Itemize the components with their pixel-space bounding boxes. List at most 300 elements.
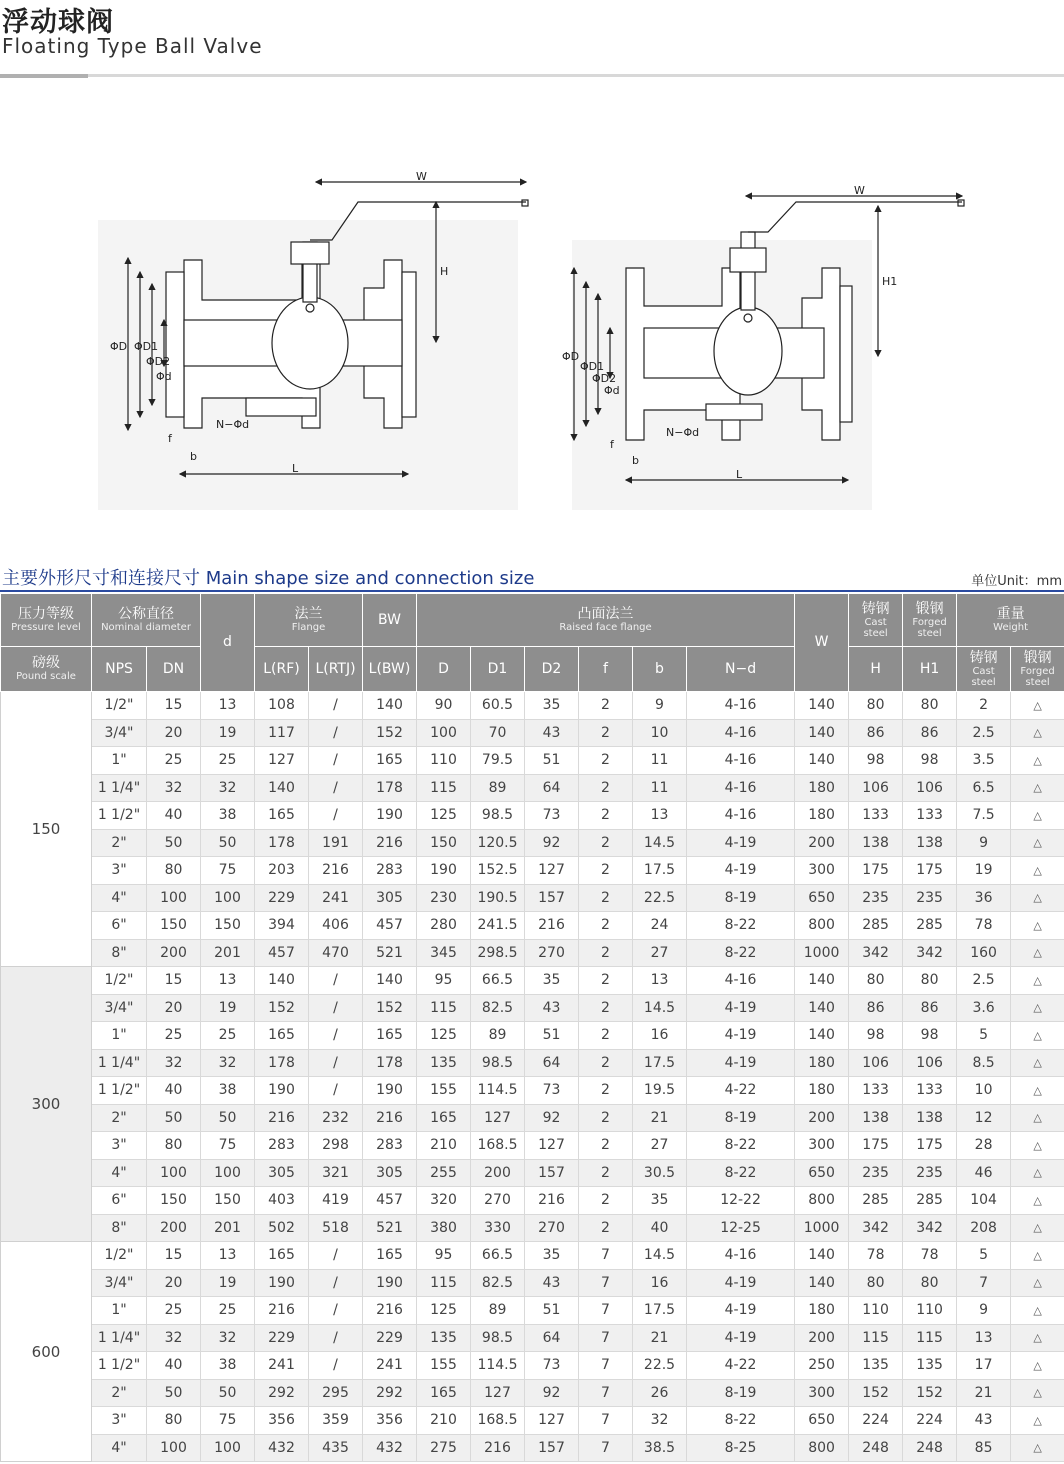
table-cell: 229 [363, 1324, 417, 1352]
table-cell: 4-19 [687, 1022, 795, 1050]
table-cell: 140 [255, 774, 309, 802]
table-cell: △ [1011, 1269, 1064, 1297]
right-label-b: b [632, 454, 639, 467]
right-label-d: ΦD [562, 350, 580, 363]
table-cell: 86 [903, 719, 957, 747]
right-valve-drawing [572, 196, 964, 510]
table-cell: 80 [147, 1407, 201, 1435]
table-cell: △ [1011, 884, 1064, 912]
table-row [1, 719, 1064, 747]
table-cell: 190 [363, 802, 417, 830]
table-row [1, 1214, 1064, 1242]
table-cell: 241 [255, 1352, 309, 1380]
table-cell: 114.5 [471, 1352, 525, 1380]
table-cell: 140 [363, 967, 417, 995]
table-cell: 180 [795, 802, 849, 830]
table-cell: 3" [92, 1407, 147, 1435]
table-cell: 216 [471, 1434, 525, 1462]
table-cell: 180 [795, 774, 849, 802]
table-row [1, 994, 1064, 1022]
table-cell: 160 [957, 939, 1011, 967]
table-cell: 342 [849, 1214, 903, 1242]
table-cell: 140 [795, 719, 849, 747]
th-nominal: 公称直径 Nominal diameter [92, 594, 201, 647]
table-row [1, 1077, 1064, 1105]
table-cell: 38.5 [633, 1434, 687, 1462]
table-cell: 89 [471, 774, 525, 802]
table-cell: 345 [417, 939, 471, 967]
table-cell: 64 [525, 774, 579, 802]
table-cell: 165 [417, 1104, 471, 1132]
table-cell: 114.5 [471, 1077, 525, 1105]
table-row [1, 1269, 1064, 1297]
table-cell: 305 [363, 1159, 417, 1187]
table-cell: 73 [525, 802, 579, 830]
table-cell: 95 [417, 967, 471, 995]
table-cell: 8.5 [957, 1049, 1011, 1077]
th-bw: BW [363, 594, 417, 647]
table-cell: 2 [579, 1022, 633, 1050]
table-cell: 20 [147, 994, 201, 1022]
table-cell: 30.5 [633, 1159, 687, 1187]
table-cell: 16 [633, 1022, 687, 1050]
table-cell: 165 [255, 802, 309, 830]
table-cell: 1 1/4" [92, 774, 147, 802]
table-cell: 216 [309, 857, 363, 885]
table-cell: △ [1011, 692, 1064, 720]
table-cell: △ [1011, 1187, 1064, 1215]
table-cell: 4-19 [687, 857, 795, 885]
table-cell: 1" [92, 1022, 147, 1050]
table-cell: 8-19 [687, 1104, 795, 1132]
table-cell: 140 [795, 1022, 849, 1050]
table-cell: 14.5 [633, 994, 687, 1022]
table-cell: △ [1011, 1352, 1064, 1380]
page-title-cn: 浮动球阀 [2, 7, 114, 38]
table-cell: 1 1/2" [92, 802, 147, 830]
table-cell: 133 [849, 1077, 903, 1105]
table-cell: 275 [417, 1434, 471, 1462]
table-cell: 394 [255, 912, 309, 940]
table-cell: 200 [147, 939, 201, 967]
table-cell: 50 [147, 1104, 201, 1132]
th-lrtj: L(RTJ) [309, 647, 363, 692]
table-cell: 35 [525, 1242, 579, 1270]
table-cell: 51 [525, 1297, 579, 1325]
table-cell: 32 [201, 1049, 255, 1077]
table-cell: 135 [417, 1324, 471, 1352]
table-cell: 46 [957, 1159, 1011, 1187]
table-cell: 27 [633, 1132, 687, 1160]
table-cell: 1 1/4" [92, 1049, 147, 1077]
th-cast: 铸钢 Cast steel [849, 594, 903, 647]
table-cell: 2 [579, 1159, 633, 1187]
table-cell: 419 [309, 1187, 363, 1215]
table-cell: 521 [363, 1214, 417, 1242]
table-cell: 2 [579, 1187, 633, 1215]
table-cell: 108 [255, 692, 309, 720]
table-cell: 50 [201, 1104, 255, 1132]
table-cell: 17.5 [633, 1049, 687, 1077]
table-cell: 4-16 [687, 802, 795, 830]
table-cell: 85 [957, 1434, 1011, 1462]
table-cell: 285 [903, 1187, 957, 1215]
left-label-nd: N−Φd [216, 418, 250, 431]
table-cell: 150 [201, 912, 255, 940]
table-cell: 98.5 [471, 1324, 525, 1352]
table-cell: 4-22 [687, 1352, 795, 1380]
table-cell: 8" [92, 1214, 147, 1242]
table-cell: 157 [525, 1159, 579, 1187]
table-cell: 406 [309, 912, 363, 940]
table-cell: △ [1011, 967, 1064, 995]
pressure-class-cell: 150 [1, 692, 92, 967]
table-cell: 80 [903, 967, 957, 995]
right-label-d2: ΦD2 [592, 372, 617, 385]
table-cell: 210 [417, 1407, 471, 1435]
table-cell: 285 [849, 912, 903, 940]
table-cell: 125 [417, 1022, 471, 1050]
table-cell: △ [1011, 1324, 1064, 1352]
table-cell: 3.6 [957, 994, 1011, 1022]
th-nps: NPS [92, 647, 147, 692]
th-col-nd: N−d [687, 647, 795, 692]
table-cell: 15 [147, 967, 201, 995]
table-cell: 283 [255, 1132, 309, 1160]
table-cell: 86 [849, 719, 903, 747]
table-cell: 80 [849, 1269, 903, 1297]
table-cell: 2 [579, 1049, 633, 1077]
table-cell: 40 [147, 802, 201, 830]
table-cell: 13 [957, 1324, 1011, 1352]
right-label-l: L [736, 468, 743, 481]
page-title-en: Floating Type Ball Valve [2, 34, 263, 58]
table-cell: 4-19 [687, 1269, 795, 1297]
table-cell: 19.5 [633, 1077, 687, 1105]
table-cell: 4-16 [687, 774, 795, 802]
table-cell: △ [1011, 1022, 1064, 1050]
table-cell: 235 [849, 884, 903, 912]
table-cell: 270 [525, 1214, 579, 1242]
table-cell: 86 [849, 994, 903, 1022]
table-cell: 1/2" [92, 1242, 147, 1270]
table-cell: 73 [525, 1077, 579, 1105]
table-cell: 60.5 [471, 692, 525, 720]
table-cell: 4-16 [687, 1242, 795, 1270]
table-cell: 106 [849, 774, 903, 802]
table-cell: 190 [255, 1269, 309, 1297]
left-label-d1: ΦD1 [134, 340, 159, 353]
table-cell: 432 [255, 1434, 309, 1462]
table-cell: 133 [849, 802, 903, 830]
table-cell: △ [1011, 1132, 1064, 1160]
table-cell: 89 [471, 1022, 525, 1050]
table-cell: 470 [309, 939, 363, 967]
table-cell: 432 [363, 1434, 417, 1462]
table-cell: △ [1011, 939, 1064, 967]
table-cell: 4-16 [687, 967, 795, 995]
table-cell: 3/4" [92, 994, 147, 1022]
table-cell: 356 [255, 1407, 309, 1435]
table-cell: 155 [417, 1077, 471, 1105]
th-pressure: 压力等级 Pressure level [1, 594, 92, 647]
table-cell: 17.5 [633, 1297, 687, 1325]
table-cell: 138 [903, 829, 957, 857]
table-cell: 502 [255, 1214, 309, 1242]
table-cell: 321 [309, 1159, 363, 1187]
table-cell: △ [1011, 1077, 1064, 1105]
table-cell: 127 [471, 1379, 525, 1407]
table-cell: △ [1011, 1297, 1064, 1325]
th-lbw: L(BW) [363, 647, 417, 692]
table-cell: 203 [255, 857, 309, 885]
table-cell: △ [1011, 1242, 1064, 1270]
table-cell: 66.5 [471, 967, 525, 995]
table-cell: 140 [795, 994, 849, 1022]
right-label-h1: H1 [882, 275, 898, 288]
table-cell: 7 [579, 1324, 633, 1352]
table-cell: 8-22 [687, 1407, 795, 1435]
title-divider [0, 74, 1064, 77]
table-cell: 270 [525, 939, 579, 967]
table-cell: 78 [903, 1242, 957, 1270]
table-cell: 80 [849, 692, 903, 720]
table-cell: 100 [201, 1159, 255, 1187]
table-cell: 4-16 [687, 692, 795, 720]
table-cell: 4" [92, 1434, 147, 1462]
table-cell: / [309, 1269, 363, 1297]
table-cell: 300 [795, 857, 849, 885]
left-label-b: b [190, 450, 197, 463]
table-cell: 25 [201, 1297, 255, 1325]
table-cell: 19 [957, 857, 1011, 885]
table-cell: 127 [525, 1407, 579, 1435]
table-cell: 457 [255, 939, 309, 967]
table-row [1, 747, 1064, 775]
table-cell: 283 [363, 857, 417, 885]
table-cell: 200 [471, 1159, 525, 1187]
table-cell: 27 [633, 939, 687, 967]
table-cell: 100 [201, 1434, 255, 1462]
table-cell: 100 [147, 1434, 201, 1462]
table-cell: 66.5 [471, 1242, 525, 1270]
table-cell: 4" [92, 1159, 147, 1187]
table-cell: / [309, 1049, 363, 1077]
table-cell: 79.5 [471, 747, 525, 775]
table-cell: 285 [903, 912, 957, 940]
table-cell: 250 [795, 1352, 849, 1380]
th-weight-forged: 锻钢 Forged steel [1011, 647, 1064, 692]
table-cell: 7 [579, 1352, 633, 1380]
table-cell: 115 [417, 774, 471, 802]
table-cell: 152 [363, 719, 417, 747]
valve-drawings [96, 160, 976, 510]
table-cell: 73 [525, 1352, 579, 1380]
table-cell: 13 [633, 802, 687, 830]
table-cell: 80 [147, 1132, 201, 1160]
table-cell: 70 [471, 719, 525, 747]
th-col-d1: D1 [471, 647, 525, 692]
table-cell: 191 [309, 829, 363, 857]
table-cell: 152 [363, 994, 417, 1022]
table-cell: 2 [579, 939, 633, 967]
table-row [1, 1187, 1064, 1215]
table-cell: 3/4" [92, 719, 147, 747]
table-cell: 280 [417, 912, 471, 940]
table-cell: / [309, 1352, 363, 1380]
table-cell: 285 [849, 1187, 903, 1215]
table-cell: 19 [201, 994, 255, 1022]
table-cell: 295 [309, 1379, 363, 1407]
table-cell: 9 [633, 692, 687, 720]
table-cell: 50 [201, 829, 255, 857]
th-weight-cast: 铸钢 Cast steel [957, 647, 1011, 692]
table-cell: 50 [201, 1379, 255, 1407]
table-cell: 98 [903, 747, 957, 775]
table-cell: 110 [417, 747, 471, 775]
table-cell: 300 [795, 1132, 849, 1160]
table-cell: 135 [903, 1352, 957, 1380]
table-cell: 89 [471, 1297, 525, 1325]
table-row [1, 802, 1064, 830]
table-cell: 178 [255, 829, 309, 857]
table-cell: 3" [92, 1132, 147, 1160]
table-cell: △ [1011, 829, 1064, 857]
table-cell: 235 [903, 884, 957, 912]
table-cell: 2.5 [957, 719, 1011, 747]
table-cell: 800 [795, 1187, 849, 1215]
table-cell: 10 [957, 1077, 1011, 1105]
table-cell: 140 [795, 747, 849, 775]
th-dn: DN [147, 647, 201, 692]
table-cell: 133 [903, 1077, 957, 1105]
table-cell: 2 [579, 747, 633, 775]
table-cell: 7 [579, 1297, 633, 1325]
table-cell: 100 [201, 884, 255, 912]
table-cell: / [309, 747, 363, 775]
table-row [1, 1242, 1064, 1270]
table-cell: 152 [903, 1379, 957, 1407]
table-cell: 115 [417, 1269, 471, 1297]
table-cell: / [309, 1324, 363, 1352]
table-cell: 16 [633, 1269, 687, 1297]
table-cell: 4-16 [687, 747, 795, 775]
table-cell: 216 [255, 1297, 309, 1325]
table-cell: 298 [309, 1132, 363, 1160]
table-cell: 21 [957, 1379, 1011, 1407]
table-cell: 210 [417, 1132, 471, 1160]
table-cell: 241 [309, 884, 363, 912]
section-divider [0, 590, 1064, 592]
table-cell: △ [1011, 1434, 1064, 1462]
table-cell: 138 [849, 829, 903, 857]
table-cell: 403 [255, 1187, 309, 1215]
table-cell: 232 [309, 1104, 363, 1132]
table-cell: 4-19 [687, 829, 795, 857]
table-cell: 150 [147, 1187, 201, 1215]
th-col-h1: H1 [903, 647, 957, 692]
table-cell: 216 [525, 1187, 579, 1215]
table-row [1, 1159, 1064, 1187]
table-cell: △ [1011, 802, 1064, 830]
th-forged: 锻钢 Forged steel [903, 594, 957, 647]
table-row [1, 829, 1064, 857]
table-cell: 359 [309, 1407, 363, 1435]
right-label-nd: N−Φd [666, 426, 700, 439]
table-cell: 117 [255, 719, 309, 747]
table-cell: 17 [957, 1352, 1011, 1380]
table-cell: 180 [795, 1049, 849, 1077]
table-cell: / [309, 1022, 363, 1050]
table-cell: 435 [309, 1434, 363, 1462]
table-cell: 17.5 [633, 857, 687, 885]
table-cell: 650 [795, 884, 849, 912]
table-cell: 13 [201, 1242, 255, 1270]
table-cell: △ [1011, 1379, 1064, 1407]
table-cell: 82.5 [471, 994, 525, 1022]
table-cell: / [309, 1077, 363, 1105]
table-cell: △ [1011, 1049, 1064, 1077]
table-cell: 8" [92, 939, 147, 967]
table-cell: 150 [201, 1187, 255, 1215]
table-cell: 2 [579, 829, 633, 857]
table-cell: △ [1011, 1104, 1064, 1132]
table-cell: 1/2" [92, 967, 147, 995]
table-cell: 98.5 [471, 802, 525, 830]
table-cell: 20 [147, 1269, 201, 1297]
table-cell: 7.5 [957, 802, 1011, 830]
table-cell: 224 [849, 1407, 903, 1435]
table-cell: 1 1/4" [92, 1324, 147, 1352]
table-cell: 43 [957, 1407, 1011, 1435]
table-cell: 190 [363, 1077, 417, 1105]
table-cell: 140 [795, 692, 849, 720]
table-cell: 32 [201, 1324, 255, 1352]
table-cell: 80 [903, 692, 957, 720]
table-cell: 75 [201, 857, 255, 885]
table-cell: 2" [92, 1104, 147, 1132]
table-cell: 2 [579, 1104, 633, 1132]
table-cell: 15 [147, 692, 201, 720]
table-cell: 78 [849, 1242, 903, 1270]
table-cell: 110 [903, 1297, 957, 1325]
table-cell: 8-25 [687, 1434, 795, 1462]
table-cell: 14.5 [633, 1242, 687, 1270]
table-cell: 8-22 [687, 1159, 795, 1187]
table-cell: 175 [849, 857, 903, 885]
table-cell: △ [1011, 912, 1064, 940]
table-row [1, 1434, 1064, 1462]
table-cell: 1 1/2" [92, 1352, 147, 1380]
table-cell: △ [1011, 747, 1064, 775]
right-label-d1: ΦD1 [580, 360, 605, 373]
table-cell: 13 [633, 967, 687, 995]
table-cell: 155 [417, 1352, 471, 1380]
th-col-b: b [633, 647, 687, 692]
table-cell: 216 [363, 829, 417, 857]
table-cell: 82.5 [471, 1269, 525, 1297]
table-cell: 1000 [795, 939, 849, 967]
table-cell: 2" [92, 829, 147, 857]
table-cell: 165 [363, 747, 417, 775]
right-label-dd: Φd [604, 384, 620, 397]
table-cell: 178 [255, 1049, 309, 1077]
table-cell: 292 [363, 1379, 417, 1407]
table-cell: 35 [633, 1187, 687, 1215]
table-cell: 32 [147, 774, 201, 802]
table-cell: 104 [957, 1187, 1011, 1215]
table-cell: 201 [201, 1214, 255, 1242]
